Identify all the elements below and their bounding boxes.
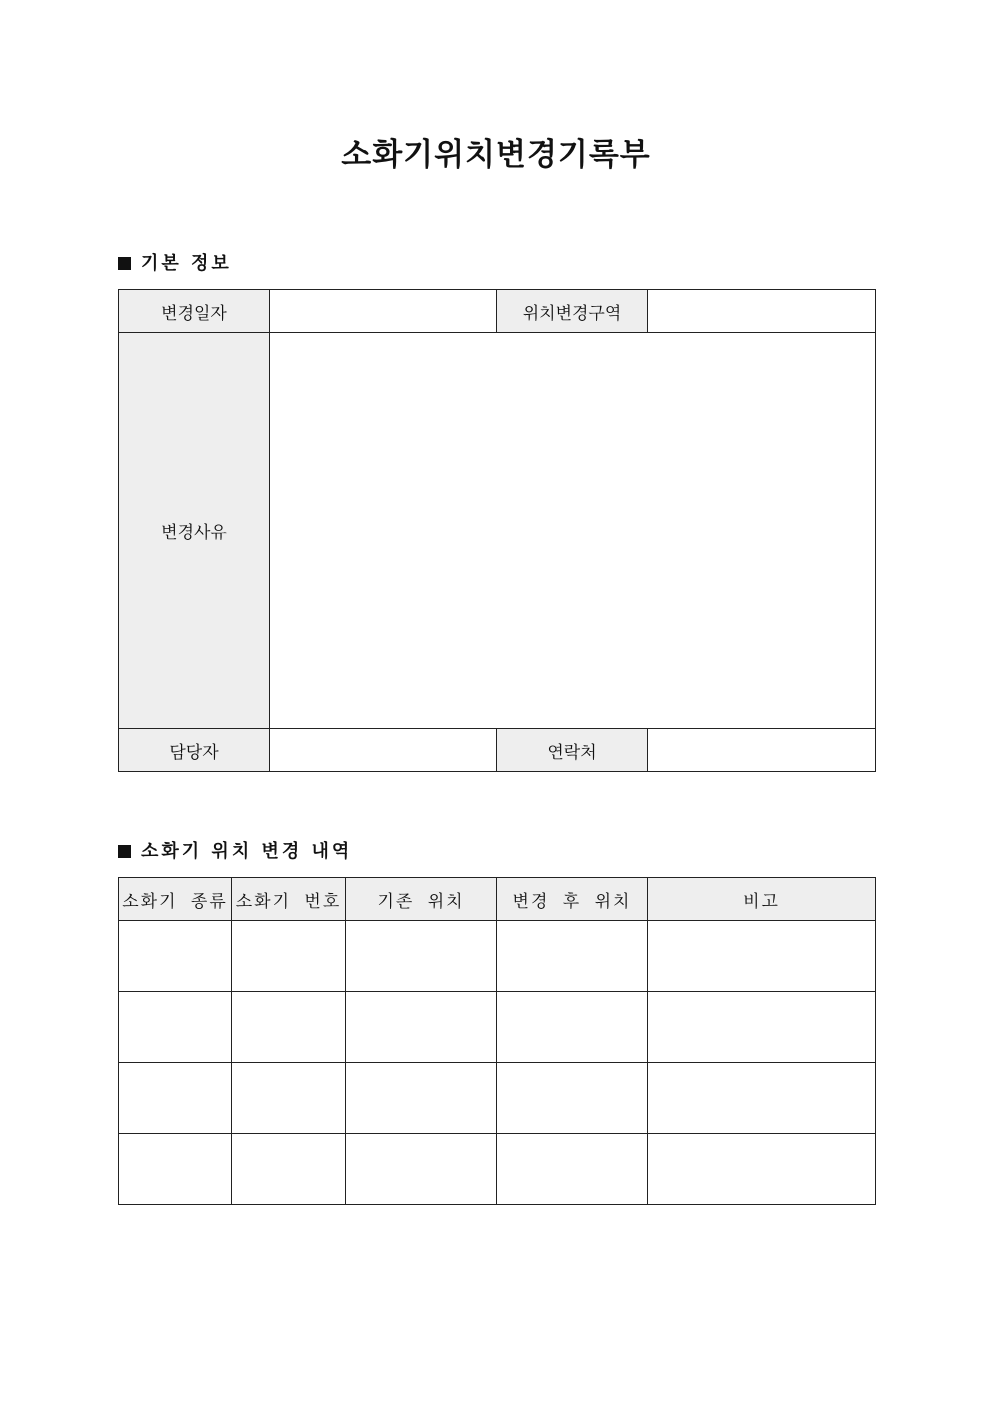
table-cell[interactable] xyxy=(648,1063,876,1134)
contact-label: 연락처 xyxy=(497,729,648,772)
table-cell[interactable] xyxy=(119,1063,232,1134)
column-header-extinguisher-type: 소화기 종류 xyxy=(119,878,232,921)
table-row xyxy=(119,333,876,729)
table-cell[interactable] xyxy=(497,921,648,992)
change-area-label: 위치변경구역 xyxy=(497,290,648,333)
table-row xyxy=(119,921,876,992)
person-in-charge-field[interactable] xyxy=(270,729,497,772)
table-cell[interactable] xyxy=(497,992,648,1063)
table-row xyxy=(119,729,876,772)
table-cell[interactable] xyxy=(232,1063,346,1134)
table-cell[interactable] xyxy=(648,921,876,992)
table-cell[interactable] xyxy=(119,1134,232,1205)
table-cell[interactable] xyxy=(346,1134,497,1205)
table-cell[interactable] xyxy=(346,921,497,992)
table-row xyxy=(119,1134,876,1205)
basic-info-table xyxy=(118,289,876,772)
change-area-field[interactable] xyxy=(648,290,876,333)
history-table xyxy=(118,877,876,1205)
table-cell[interactable] xyxy=(232,992,346,1063)
column-header-remarks: 비고 xyxy=(648,878,876,921)
change-reason-label: 변경사유 xyxy=(119,333,270,729)
table-row xyxy=(119,992,876,1063)
change-date-field[interactable] xyxy=(270,290,497,333)
person-in-charge-label: 담당자 xyxy=(119,729,270,772)
column-header-previous-location: 기존 위치 xyxy=(346,878,497,921)
table-cell[interactable] xyxy=(232,921,346,992)
table-header-row xyxy=(119,878,876,921)
change-date-label: 변경일자 xyxy=(119,290,270,333)
column-header-extinguisher-number: 소화기 번호 xyxy=(232,878,346,921)
table-row xyxy=(119,1063,876,1134)
table-cell[interactable] xyxy=(119,992,232,1063)
table-cell[interactable] xyxy=(119,921,232,992)
table-cell[interactable] xyxy=(346,992,497,1063)
section-heading-label: 소화기 위치 변경 내역 xyxy=(141,841,353,862)
column-header-new-location: 변경 후 위치 xyxy=(497,878,648,921)
table-row xyxy=(119,290,876,333)
contact-field[interactable] xyxy=(648,729,876,772)
table-cell[interactable] xyxy=(497,1063,648,1134)
table-cell[interactable] xyxy=(346,1063,497,1134)
section-heading-basic-info xyxy=(118,251,232,277)
page-title: 소화기위치변경기록부 xyxy=(341,137,651,173)
change-reason-field[interactable] xyxy=(270,333,876,729)
square-bullet-icon xyxy=(118,257,131,270)
table-cell[interactable] xyxy=(648,992,876,1063)
table-cell[interactable] xyxy=(648,1134,876,1205)
section-heading-history xyxy=(118,839,352,865)
table-cell[interactable] xyxy=(232,1134,346,1205)
table-cell[interactable] xyxy=(497,1134,648,1205)
square-bullet-icon xyxy=(118,845,131,858)
section-heading-label: 기본 정보 xyxy=(141,253,232,274)
